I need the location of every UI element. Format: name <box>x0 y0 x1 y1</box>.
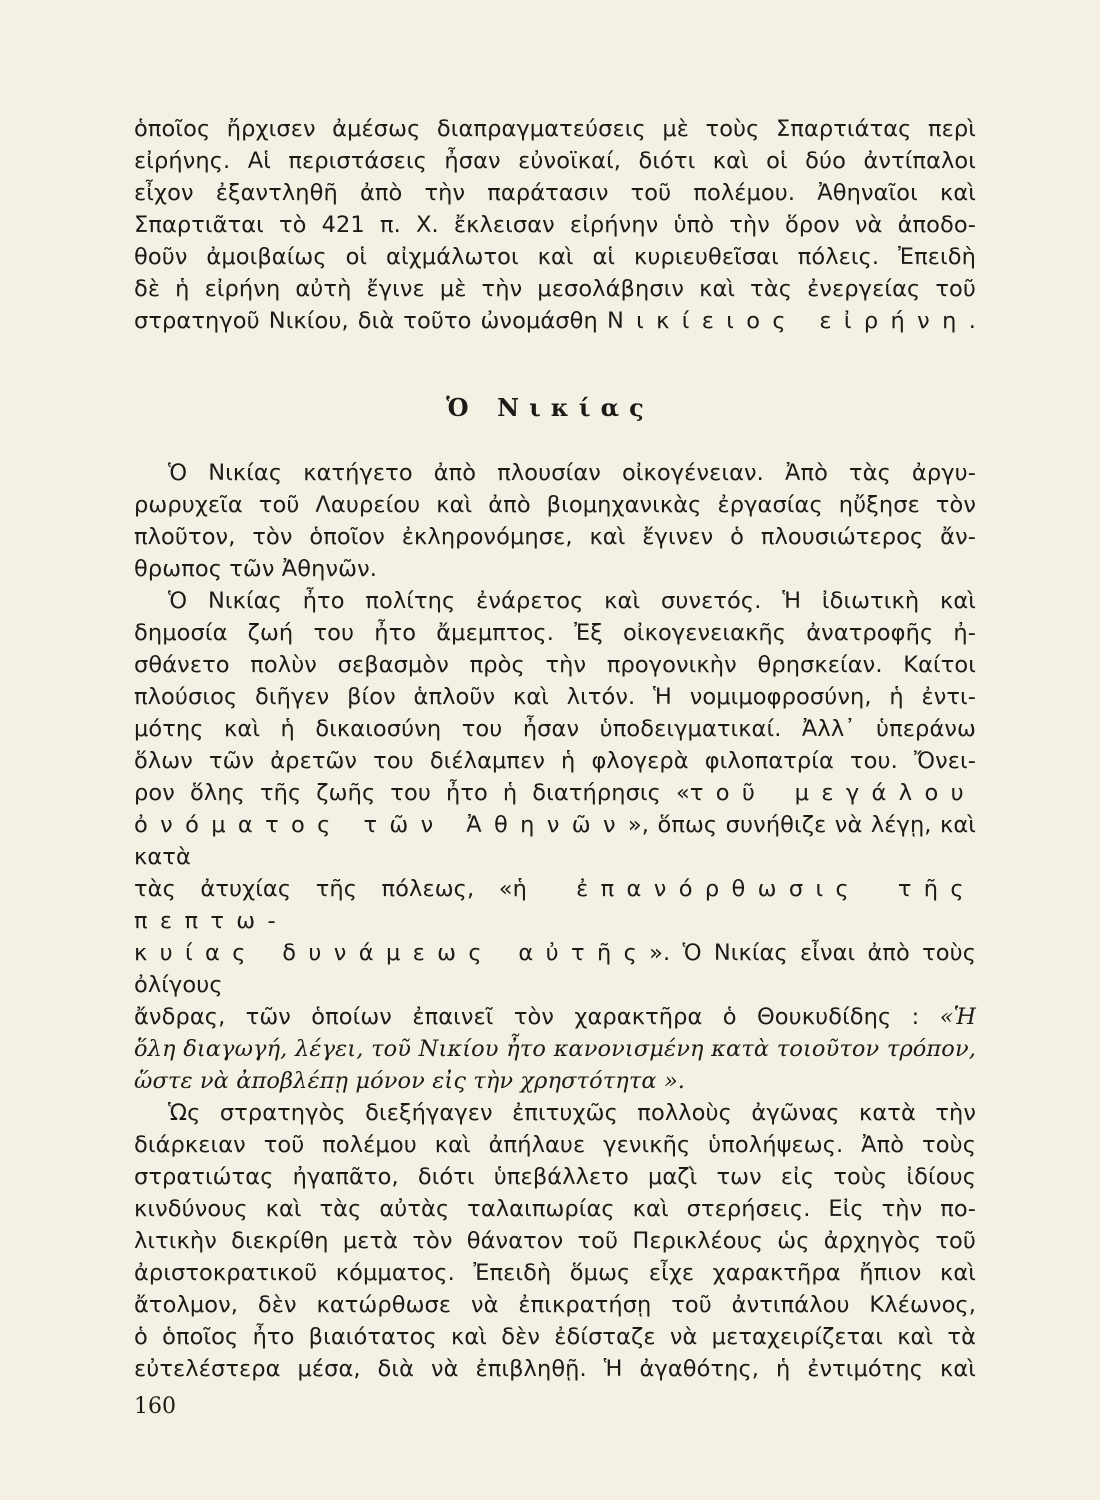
paragraph-1 <box>134 457 976 585</box>
text-line <box>134 809 976 873</box>
intro-paragraph <box>134 113 976 337</box>
text-line: Ὁ Νικίας ἦτο πολίτης ἐνάρετος καὶ συνετός. Ἡ ἰδιωτικὴ καὶ <box>168 588 976 614</box>
text-line: ὅλων τῶν ἀρετῶν του διέλαμπεν ἡ φλογερὰ φιλοπατρία του. Ὄνει- <box>134 748 976 774</box>
text-fragment: τὰς ἀτυχίας τῆς πόλεως, « <box>134 876 513 902</box>
text-line: πλούσιος διῆγεν βίον ἁπλοῦν καὶ λιτόν. Ἡ νομιμοφροσύνη, ἡ ἐντι- <box>134 684 976 710</box>
text-line: θοῦν ἀμοιβαίως οἱ αἰχμάλωτοι καὶ αἱ κυριευθεῖσαι πόλεις. Ἐπειδὴ <box>134 244 976 270</box>
text-fragment: . <box>968 308 976 334</box>
text-line: θρωπος τῶν Ἀθηνῶν. <box>134 556 378 582</box>
text-line: εὐτελέστερα μέσα, διὰ νὰ ἐπιβληθῇ. Ἡ ἀγαθότης, ἡ ἐντιμότης καὶ <box>134 1356 976 1382</box>
section-heading: Ὁ Νικίας <box>446 393 654 422</box>
text-line: ἄτολμον, δὲν κατώρθωσε νὰ ἐπικρατήσῃ τοῦ ἀντιπάλου Κλέωνος, <box>134 1292 976 1318</box>
text-line: στρατιώτας ἠγαπᾶτο, διότι ὑπεβάλλετο μαζὶ των εἰς τοὺς ἰδίους <box>134 1164 976 1190</box>
text-line: ρωρυχεῖα τοῦ Λαυρείου καὶ ἀπὸ βιομηχανικὰς ἐργασίας ηὔξησε τὸν <box>134 492 976 518</box>
text-line: μότης καὶ ἡ δικαιοσύνη του ἦσαν ὑποδειγματικαί. Ἀλλ᾽ ὑπεράνω <box>134 716 976 742</box>
text-line: ἀριστοκρατικοῦ κόμματος. Ἐπειδὴ ὅμως εἶχε χαρακτῆρα ἤπιον καὶ <box>134 1260 976 1286</box>
text-fragment: ἄνδρας, τῶν ὁποίων ἐπαινεῖ τὸν χαρακτῆρα ὁ Θουκυδίδης : <box>134 1004 940 1030</box>
text-line: Σπαρτιᾶται τὸ 421 π. Χ. ἔκλεισαν εἰρήνην ὑπὸ τὴν ὅρον νὰ ἀποδο- <box>134 212 976 238</box>
text-line <box>134 937 976 1001</box>
text-line: πλοῦτον, τὸν ὁποῖον ἐκληρονόμησε, καὶ ἔγινεν ὁ πλουσιώτερος ἄν- <box>134 524 976 550</box>
text-fragment: », ὅπως συνήθιζε νὰ λέγῃ, καὶ κατὰ <box>134 812 976 870</box>
text-line <box>134 305 976 337</box>
text-line <box>134 777 976 809</box>
text-line: διάρκειαν τοῦ πολέμου καὶ ἀπήλαυε γενικῆς ὑπολήψεως. Ἀπὸ τοὺς <box>134 1132 976 1158</box>
italic-quote-line: ὥστε νὰ ἀποβλέπῃ μόνον εἰς τὴν χρηστότητα ». <box>134 1068 686 1094</box>
text-fragment: ». Ὁ Νικίας εἶναι ἀπὸ τοὺς ὀλίγους <box>134 940 977 998</box>
spaced-emphasis: ἡ ἐπανόρθωσις τῆς πεπτω- <box>134 876 976 934</box>
spaced-emphasis: Νικίειος εἰρήνη <box>606 308 969 334</box>
text-line: λιτικὴν διεκρίθη μετὰ τὸν θάνατον τοῦ Περικλέους ὡς ἀρχηγὸς τοῦ <box>134 1228 976 1254</box>
page-number: 160 <box>134 1394 176 1419</box>
text-line <box>134 873 976 937</box>
paragraph-3 <box>134 1097 976 1385</box>
text-fragment: στρατηγοῦ Νικίου, διὰ τοῦτο ὠνομάσθη <box>134 308 607 334</box>
spaced-emphasis: τοῦ μεγάλου <box>689 780 976 806</box>
text-line: εἶχον ἐξαντληθῆ ἀπὸ τὴν παράτασιν τοῦ πολέμου. Ἀθηναῖοι καὶ <box>134 180 976 206</box>
text-line: Ὁ Νικίας κατήγετο ἀπὸ πλουσίαν οἰκογένειαν. Ἀπὸ τὰς ἀργυ- <box>168 460 976 486</box>
italic-quote: «Ἡ <box>939 1004 976 1030</box>
text-fragment: ρον ὅλης τῆς ζωῆς του ἦτο ἡ διατήρησις « <box>134 780 690 806</box>
text-line <box>134 1001 976 1033</box>
text-line: ὁ ὁποῖος ἦτο βιαιότατος καὶ δὲν ἐδίσταζε νὰ μεταχειρίζεται καὶ τὰ <box>134 1324 976 1350</box>
spaced-emphasis: ὀνόματος τῶν Ἀθηνῶν <box>134 812 628 838</box>
paragraph-2 <box>134 585 976 1097</box>
body-text <box>134 457 976 1385</box>
text-line: δημοσία ζωή του ἦτο ἄμεμπτος. Ἐξ οἰκογενειακῆς ἀνατροφῆς ἠ- <box>134 620 976 646</box>
text-line: εἰρήνης. Αἱ περιστάσεις ἦσαν εὐνοϊκαί, διότι καὶ οἱ δύο ἀντίπαλοι <box>134 148 976 174</box>
text-line: σθάνετο πολὺν σεβασμὸν πρὸς τὴν προγονικὴν θρησκείαν. Καίτοι <box>134 652 976 678</box>
spaced-emphasis: κυίας δυνάμεως αὐτῆς <box>134 940 650 966</box>
text-line: κινδύνους καὶ τὰς αὐτὰς ταλαιπωρίας καὶ στερήσεις. Εἰς τὴν πο- <box>134 1196 976 1222</box>
italic-quote-line: ὅλη διαγωγή, λέγει, τοῦ Νικίου ἦτο κανονισμένη κατὰ τοιοῦτον τρόπον, <box>134 1036 976 1062</box>
text-line: δὲ ἡ εἰρήνη αὐτὴ ἔγινε μὲ τὴν μεσολάβησιν καὶ τὰς ἐνεργείας τοῦ <box>134 276 976 302</box>
text-line: ὁποῖος ἤρχισεν ἀμέσως διαπραγματεύσεις μὲ τοὺς Σπαρτιάτας περὶ <box>134 116 976 142</box>
text-line: Ὡς στρατηγὸς διεξήγαγεν ἐπιτυχῶς πολλοὺς ἀγῶνας κατὰ τὴν <box>168 1100 976 1126</box>
